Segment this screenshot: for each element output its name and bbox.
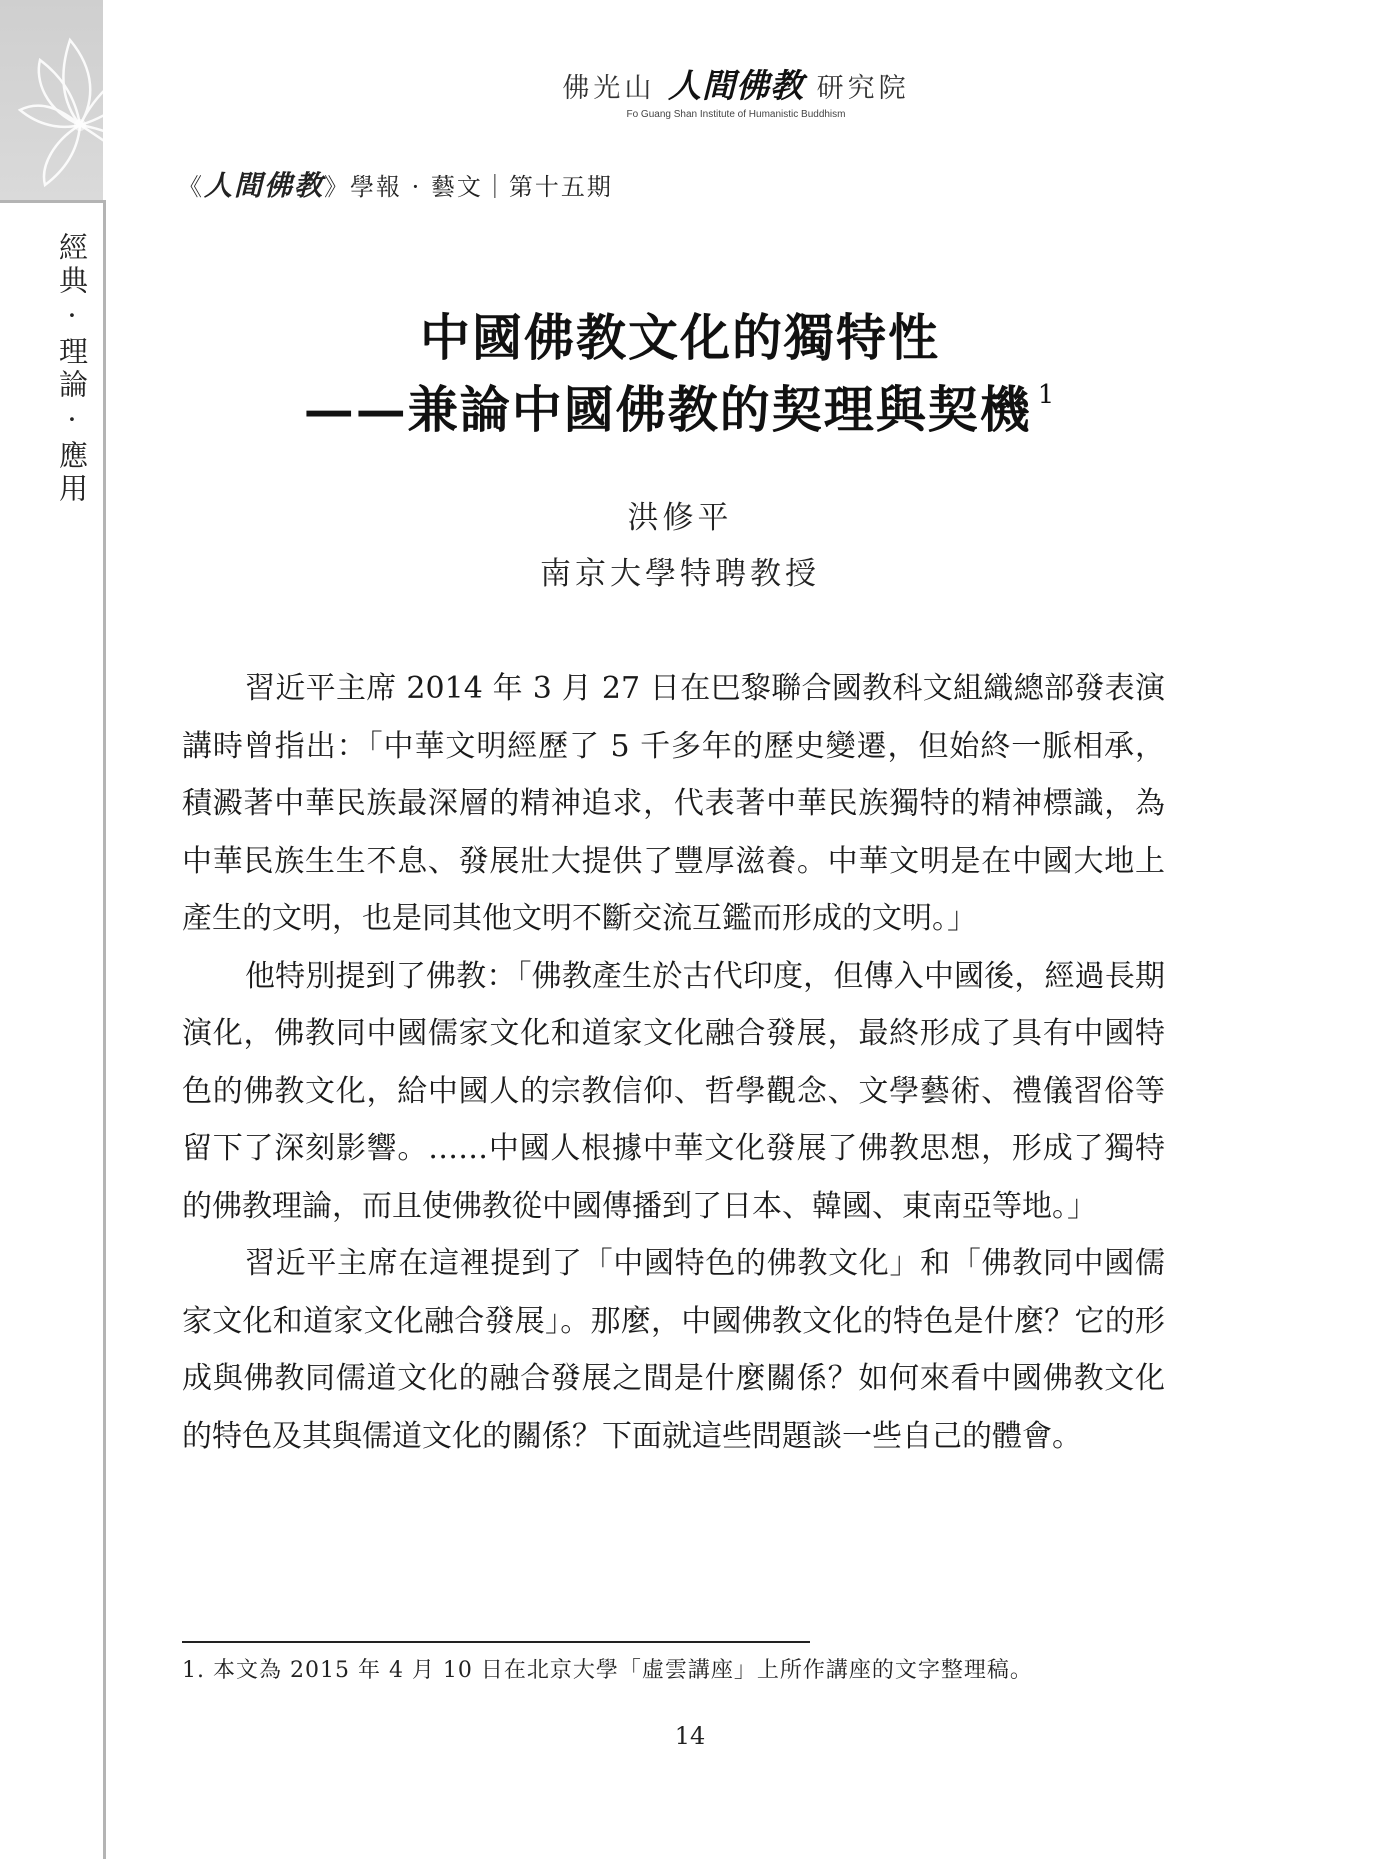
paragraph: 習近平主席 2014 年 3 月 27 日在巴黎聯合國教科文組織總部發表演講時曾指出：「中華文明經歷了 5 千多年的歷史變遷，但始終一脈相承，積澱著中華民族最深層的精神追求，代表著中華民族獨特的精神標識，為中華民族生生不息、發展壯大提供了豐厚滋養。中華文明是在中國大地上產生的文明，也是同其他文明不斷交流互鑑而形成的文明。」 — [182, 671, 1165, 936]
corner-decoration — [0, 0, 103, 203]
corner-rule — [0, 200, 106, 203]
journal-rest: 》學報 · 藝文｜第十五期 — [324, 173, 613, 201]
paragraph: 他特別提到了佛教：「佛教產生於古代印度，但傳入中國後，經過長期演化，佛教同中國儒家文化和道家文化融合發展，最終形成了具有中國特色的佛教文化，給中國人的宗教信仰、哲學觀念、文學藝術、禮儀習俗等留下了深刻影響。……中國人根據中華文化發展了佛教思想，形成了獨特的佛教理論，而且使佛教從中國傳播到了日本、韓國、東南亞等地。」 — [182, 958, 1165, 1224]
institute-post: 研究院 — [816, 73, 910, 104]
institute-pre: 佛光山 — [562, 73, 656, 104]
lotus-flower-icon — [0, 0, 200, 200]
footnote: 1. 本文為 2015 年 4 月 10 日在北京大學「虛雲講座」上所作講座的文字整理稿。 — [182, 1658, 1033, 1683]
section-label: 經典·理論·應用 — [55, 232, 89, 506]
side-rule — [103, 203, 106, 1859]
author-name: 洪修平 — [627, 500, 733, 536]
article-body — [182, 660, 1165, 1465]
journal-header — [178, 164, 613, 204]
footnote-rule — [182, 1641, 810, 1643]
article-title-line2 — [180, 370, 1180, 442]
article-subtitle: ——兼論中國佛教的契理與契機 — [303, 380, 1032, 439]
institute-name — [476, 60, 996, 107]
institute-header — [476, 60, 996, 120]
institute-english: Fo Guang Shan Institute of Humanistic Buddhism — [626, 109, 846, 120]
journal-open: 《 — [178, 173, 204, 201]
journal-brand: 人間佛教 — [204, 169, 325, 202]
author-affiliation: 南京大學特聘教授 — [540, 556, 820, 592]
article-title-line1: 中國佛教文化的獨特性 — [420, 308, 940, 367]
page-number: 14 — [674, 1722, 706, 1750]
title-footnote-mark[interactable]: 1 — [1037, 380, 1057, 410]
institute-brand: 人間佛教 — [668, 66, 804, 105]
paragraph: 習近平主席在這裡提到了「中國特色的佛教文化」和「佛教同中國儒家文化和道家文化融合發展」。那麼，中國佛教文化的特色是什麼？它的形成與佛教同儒道文化的融合發展之間是什麼關係？如何來看中國佛教文化的特色及其與儒道文化的關係？下面就這些問題談一些自己的體會。 — [182, 1246, 1165, 1454]
